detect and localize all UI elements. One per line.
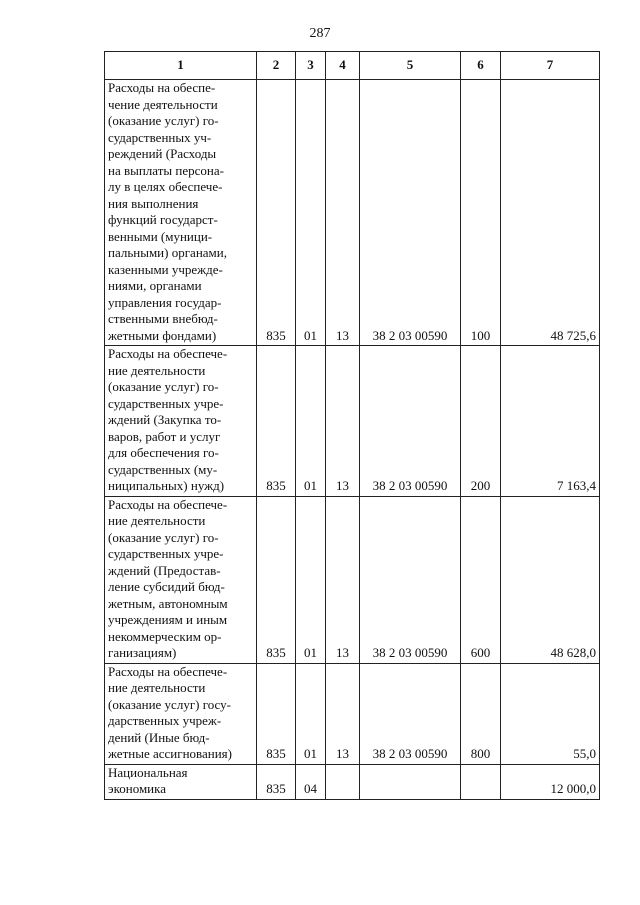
table-row: [105, 663, 600, 764]
row-admin-code: 835: [257, 80, 296, 346]
description-line: ление субсидий бюд-: [108, 579, 225, 594]
description-line: Расходы на обеспече-: [108, 663, 228, 679]
row-description: [105, 496, 257, 663]
description-line: (оказание услуг) го-: [108, 529, 219, 545]
row-target-article: 38 2 03 00590: [360, 663, 461, 764]
header-col-6: 6: [461, 52, 501, 80]
description-line: ние деятельности: [108, 362, 206, 378]
row-admin-code: 835: [257, 346, 296, 497]
row-subsection-code: 13: [326, 80, 360, 346]
description-line: Расходы на обеспече-: [108, 496, 228, 512]
row-admin-code: 835: [257, 496, 296, 663]
description-line: лу в целях обеспече-: [108, 179, 223, 194]
row-expense-type: 100: [461, 80, 501, 346]
description-line: ганизациям): [108, 645, 177, 660]
row-subsection-code: 13: [326, 663, 360, 764]
budget-table: [104, 51, 600, 800]
description-line: чение деятельности: [108, 96, 218, 112]
header-col-2: 2: [257, 52, 296, 80]
description-line: пальными) органами,: [108, 245, 227, 260]
table-row: [105, 346, 600, 497]
row-amount: 12 000,0: [501, 764, 600, 799]
description-line: реждений (Расходы: [108, 146, 217, 161]
row-subsection-code: 13: [326, 496, 360, 663]
header-col-4: 4: [326, 52, 360, 80]
row-amount: 48 628,0: [501, 496, 600, 663]
table-row: [105, 764, 600, 799]
description-line: (оказание услуг) го-: [108, 113, 219, 128]
row-target-article: [360, 764, 461, 799]
description-line: для обеспечения го-: [108, 445, 219, 460]
description-line: ждений (Закупка то-: [108, 412, 222, 427]
description-line: венными (муници-: [108, 228, 213, 244]
description-line: учреждениям и иным: [108, 612, 228, 627]
row-target-article: 38 2 03 00590: [360, 346, 461, 497]
description-line: (оказание услуг) го-: [108, 379, 219, 394]
row-amount: 55,0: [501, 663, 600, 764]
page-number: 287: [309, 26, 331, 41]
description-line: на выплаты персона-: [108, 162, 224, 178]
table-row: [105, 496, 600, 663]
row-subsection-code: [326, 764, 360, 799]
description-line: варов, работ и услуг: [108, 428, 221, 444]
row-expense-type: 600: [461, 496, 501, 663]
description-line: казенными учрежде-: [108, 261, 223, 277]
description-line: жетными фондами): [108, 327, 217, 343]
row-target-article: 38 2 03 00590: [360, 496, 461, 663]
description-line: управления государ-: [108, 294, 222, 310]
description-line: Национальная: [108, 764, 188, 780]
description-line: ния выполнения: [108, 195, 199, 211]
description-line: некоммерческим ор-: [108, 628, 222, 644]
header-col-7: 7: [501, 52, 600, 80]
row-section-code: 01: [296, 496, 326, 663]
table-row: [105, 80, 600, 346]
description-line: дарственных учреж-: [108, 713, 222, 728]
row-description: [105, 764, 257, 799]
description-line: экономика: [108, 781, 167, 796]
description-line: жетным, автономным: [108, 595, 228, 611]
row-subsection-code: 13: [326, 346, 360, 497]
row-admin-code: 835: [257, 764, 296, 799]
description-line: сударственных учре-: [108, 546, 224, 561]
row-admin-code: 835: [257, 663, 296, 764]
row-expense-type: 200: [461, 346, 501, 497]
description-line: сударственных учре-: [108, 395, 224, 411]
description-line: дений (Иные бюд-: [108, 729, 210, 745]
description-line: жетные ассигнования): [108, 746, 232, 761]
row-target-article: 38 2 03 00590: [360, 80, 461, 346]
description-line: ниями, органами: [108, 278, 202, 293]
row-expense-type: [461, 764, 501, 799]
description-line: (оказание услуг) госу-: [108, 696, 231, 712]
row-section-code: 01: [296, 663, 326, 764]
row-expense-type: 800: [461, 663, 501, 764]
row-amount: 7 163,4: [501, 346, 600, 497]
row-section-code: 04: [296, 764, 326, 799]
row-section-code: 01: [296, 346, 326, 497]
header-col-1: 1: [105, 52, 257, 80]
table-body: [105, 80, 600, 800]
row-section-code: 01: [296, 80, 326, 346]
description-line: ниципальных) нужд): [108, 478, 225, 493]
header-row: [105, 52, 600, 80]
header-col-5: 5: [360, 52, 461, 80]
header-col-3: 3: [296, 52, 326, 80]
description-line: ственными внебюд-: [108, 311, 218, 326]
row-description: [105, 663, 257, 764]
description-line: Расходы на обеспе-: [108, 80, 216, 95]
row-description: [105, 80, 257, 346]
row-description: [105, 346, 257, 497]
description-line: Расходы на обеспече-: [108, 346, 228, 361]
description-line: ние деятельности: [108, 680, 206, 695]
description-line: функций государст-: [108, 212, 218, 227]
description-line: ждений (Предостав-: [108, 562, 221, 578]
row-amount: 48 725,6: [501, 80, 600, 346]
description-line: ние деятельности: [108, 513, 206, 528]
description-line: сударственных (му-: [108, 461, 218, 477]
description-line: сударственных уч-: [108, 129, 212, 145]
